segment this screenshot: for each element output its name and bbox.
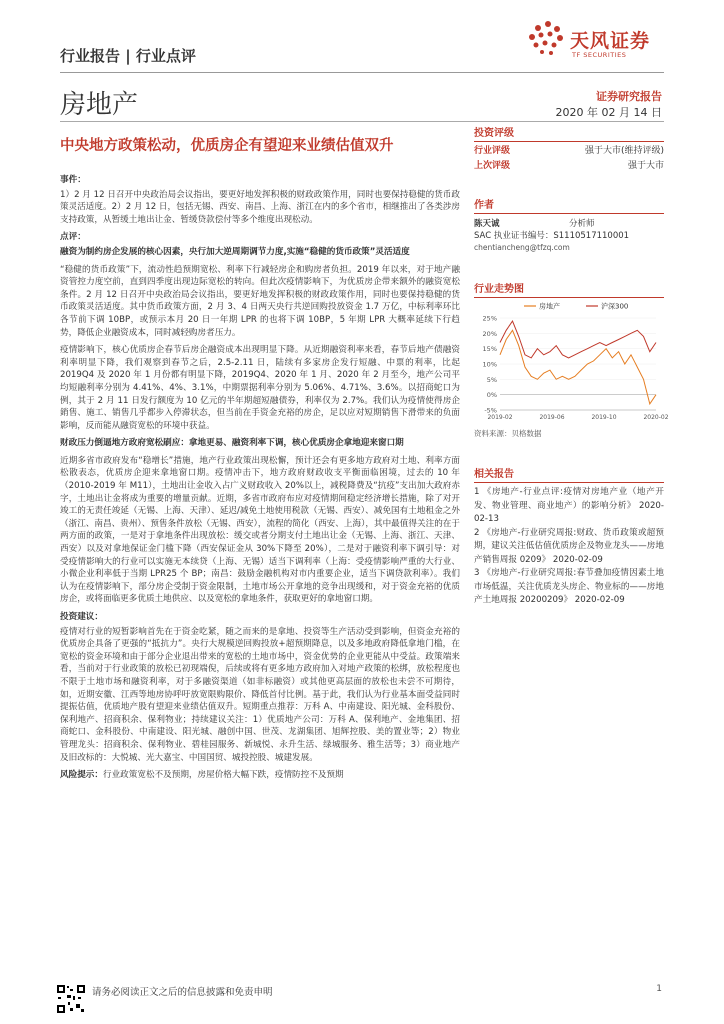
y-tick-label: 25% — [482, 314, 497, 323]
prev-rating-row — [474, 159, 664, 174]
prev-rating-value: 强于大市 — [627, 161, 664, 171]
y-tick-label: 5% — [486, 375, 497, 384]
report-type: 证券研究报告 — [596, 90, 662, 103]
rating-divider — [474, 141, 664, 142]
related-item[interactable]: 3 《房地产-行业研究周报:春节叠加疫情因素土地市场低温，关注优质龙头房企、物业标的——房地产土地周报 20200209》 2020-02-09 — [474, 568, 664, 605]
y-tick-label: -5% — [484, 406, 497, 415]
author-heading: 作者 — [474, 200, 494, 211]
author-name: 陈天诚 — [474, 219, 500, 229]
author-row — [474, 218, 664, 230]
series-line-0 — [500, 330, 656, 404]
report-category: 行业报告 | 行业点评 — [60, 47, 196, 65]
related-heading: 相关报告 — [474, 469, 514, 480]
chart-source: 资料来源：贝格数据 — [474, 429, 542, 438]
report-body — [60, 172, 460, 787]
author-divider — [474, 213, 664, 214]
y-tick-label: 0% — [486, 391, 497, 400]
section-1-heading: 融资为制约房企发展的核心因素，央行加大逆周期调节力度,实施“稳健的货币政策”灵活适度 — [60, 246, 410, 257]
sidebar — [474, 124, 669, 608]
risk-text: 行业政策宽松不及预期，房屋价格大幅下跌，疫情防控不及预期 — [102, 770, 344, 781]
trend-chart-svg — [474, 298, 669, 428]
section-1-para-1: “稳健的货币政策”下，流动性趋预期宽松、利率下行减轻房企和购房者负担。2019 年以来，对于地产融资管控力度空前，直到四季度出现边际宽松的转向。但此次疫情影响下，为优质房企带来额外的融资宽松条件。2 月 12 日召开中央政治局会议指出，要更好地发挥积极的财政政策作用，同时也要保持稳健的货币政策灵活适度。其中货币政策方面，2 月 3、4 日两天央行共逆回购投放资金 1.7 万亿，中标利率环比各节前下调 10BP，或预示本月 20 日一年期 LPR 的也将下调 10BP，5 年期 LPR 大概率延续下行趋势，降低企业融资成本，同时减轻购房者压力。 — [60, 264, 460, 338]
report-date: 2020 年 02 月 14 日 — [555, 106, 662, 119]
footer-disclaimer[interactable]: 请务必阅读正文之后的信息披露和免责申明 — [92, 987, 273, 998]
y-tick-label: 10% — [482, 360, 497, 369]
x-tick-label: 2020-02 — [643, 414, 669, 421]
prev-rating-label: 上次评级 — [474, 161, 511, 171]
legend-label: 沪深300 — [601, 302, 629, 311]
sector-title: 房地产 — [60, 90, 139, 120]
author-cert: SAC 执业证书编号：S1110517110001 — [474, 231, 630, 241]
investment-advice-text: 疫情对行业的短暂影响首先在于资金吃紧，随之而来的是拿地、投资等生产活动受到影响，但资金充裕的优质房企具备了更强的“抵抗力”。央行大规模逆回购投放+超预期降息，以及多地政府降低拿地门槛，在宽松的资金环境和由于部分企业退出带来的宽松的土地市场中，资金优势的企业更能从中受益。政策端来看，当前对于行业政策的放松已初现端倪，后续或将有更多地方政府加入对地产政策的松绑，放松程度也不限于土地市场和融资利率，对于多融资渠道（如非标融资）或其他更高层面的放松也未尝不可期待，如，近期安徽、江西等地房协呼吁放宽限购限价、降低首付比例。基于此，我们认为行业基本面受益同时提振估值，优质地产股有望迎来业绩估值双升。短期重点推荐：万科 A、中南建设、阳光城、金科股份、保利地产、招商积余、保利物业；持续建议关注：1）优质地产公司：万科 A、保利地产、金地集团、招商蛇口、金科股份、中南建设、阳光城、融创中国、世茂、龙湖集团、旭辉控股、美的置业等；2）物业管理龙头：招商积余、保利物业、碧桂园服务、新城悦、永升生活、绿城服务、雅生活等；3）商业地产及旧改标的：大悦城、光大嘉宝、中国国贸、城投控股、城建发展。 — [60, 626, 460, 763]
report-title: 中央地方政策松动，优质房企有望迎来业绩估值双升 — [60, 138, 394, 154]
rating-heading: 投资评级 — [474, 128, 514, 139]
related-divider — [474, 482, 664, 483]
page-number: 1 — [656, 984, 662, 994]
x-tick-label: 2019-02 — [487, 414, 513, 421]
sector-divider — [60, 121, 664, 122]
x-tick-label: 2019-10 — [591, 414, 617, 421]
related-item[interactable]: 2 《房地产-行业研究周报:财政、货币政策或超预期，建议关注低估值优质房企及物业龙头——房地产销售周报 0209》 2020-02-09 — [474, 527, 664, 565]
series-line-1 — [500, 321, 656, 358]
logo-name: 天风证券 — [570, 30, 651, 52]
y-tick-label: 20% — [482, 329, 497, 338]
logo-subtitle: TF SECURITIES — [572, 51, 627, 59]
industry-rating-value: 强于大市(维持评级) — [584, 146, 664, 156]
section-2-heading: 财政压力倒逼地方政府宽松刷应：拿地更易、融资利率下调，核心优质房企拿地迎来窗口期 — [60, 438, 404, 449]
author-role: 分析师 — [569, 219, 595, 229]
x-tick-label: 2019-06 — [539, 414, 565, 421]
risk-label: 风险提示： — [60, 770, 103, 781]
related-item[interactable]: 1 《房地产-行业点评:疫情对房地产业（地产开发、物业管理、商业地产）的影响分析》 2020-02-13 — [474, 487, 664, 524]
industry-rating-row — [474, 144, 664, 159]
section-1-para-2: 疫情影响下，核心优质房企春节后房企融资成本出现明显下降。从近期融资利率来看，春节后地产债融资利率明显下降，我们观察到春节之后，2.5-2.11 日，陆续有多家房企发行短融、中票的利率，比起 2019Q4 及 2020 年 1 月份都有明显下降，2019Q4、2020 年 1 月、2020 年 2 月至今，地产公司平均短融利率分别为 4.41%、4%、3.1%，中期票据利率分别为 5.06%、4.71%、3.6%。以招商蛇口为例，其于 2 月 11 日发行额度为 10 亿元的半年期超短融债券，利率仅为 2.7%。我们认为疫情使得房企銷售、施工、销售几乎都步入停滞状态，但当前在手资金充裕的房企，足以应对短期销售下滑带来的负面影响，反而能从融资宽松的环境中获益。 — [60, 345, 460, 431]
logo — [520, 14, 670, 69]
logo-icon — [524, 18, 568, 62]
header-divider — [60, 72, 664, 73]
event-label: 事件： — [60, 175, 86, 185]
trend-chart — [474, 298, 669, 428]
event-text: 1）2 月 12 日召开中央政治局会议指出，要更好地发挥积极的财政政策作用，同时也要保持稳健的货币政策灵活适度。2）2 月 12 日，包括无锡、西安、南昌、上海、浙江在内的多个省市，相继推出了各类涉房支持政策，从暂缓土地出让金、暂缓贷款偿付等多个维度出现松动。 — [60, 189, 460, 225]
industry-rating-label: 行业评级 — [474, 146, 511, 156]
qr-code-icon — [56, 984, 86, 1014]
legend-label: 房地产 — [539, 302, 560, 311]
comment-label: 点评： — [60, 232, 86, 243]
trend-heading: 行业走势图 — [474, 284, 524, 295]
investment-advice-label: 投资建议： — [60, 612, 103, 622]
section-2-para-1: 近期多省市政府发布“稳增长”措施，地产行业政策出现松懈，预计还会有更多地方政府对土地、利率方面松散表态，优质房企迎来拿地窗口期。疫情冲击下，地方政府财政收支平衡面临困境，过去的 10 年（2010-2019 年 M11），土地出让金收入占广义财政收入 20%以上，减税降费及“抗疫”支出加大政府赤字，土地出让金将成为重要的增量贡献。近期，多省市政府布应对疫情期间稳定经济增长措施，除了对开竣工的无责任竣延（无锡、上海、天津）、延迟/减免土地使用税款（无锡、西安）、减免国有土地租金之外（浙江、南昌、贵州）、预售条件放松（无锡、西安），流程的简化（西安、上海），其中最值得关注的在于两方面的政策，一是对于拿地条件出现放松：缓交或者分期支付土地出让金（无锡、上海、浙江、天津、西安）以及对拿地保证金门槛下降（西安保证金从 30%下降至 20%），二是对于融资利率下调引导：对受疫情影响大的行业可以实施无本续贷（上海、无锡）适当下调利率（上海：受疫情影响严重的大行业、小微企业利率低于当期 LPR25 个 BP；南昌：鼓励金融机构对市内重要企业，适当下调贷款利率）。我们认为在疫情影响下，部分房企受制于资金限制，土地市场公开拿地的竞争出现缓和，对于资金充裕的优质房企，或将面临更多优质土地供应、以及宽松的拿地条件，获取更好的拿地窗口期。 — [60, 455, 460, 605]
y-tick-label: 15% — [482, 345, 497, 354]
author-email: chentiancheng@tfzq.com — [474, 243, 570, 252]
